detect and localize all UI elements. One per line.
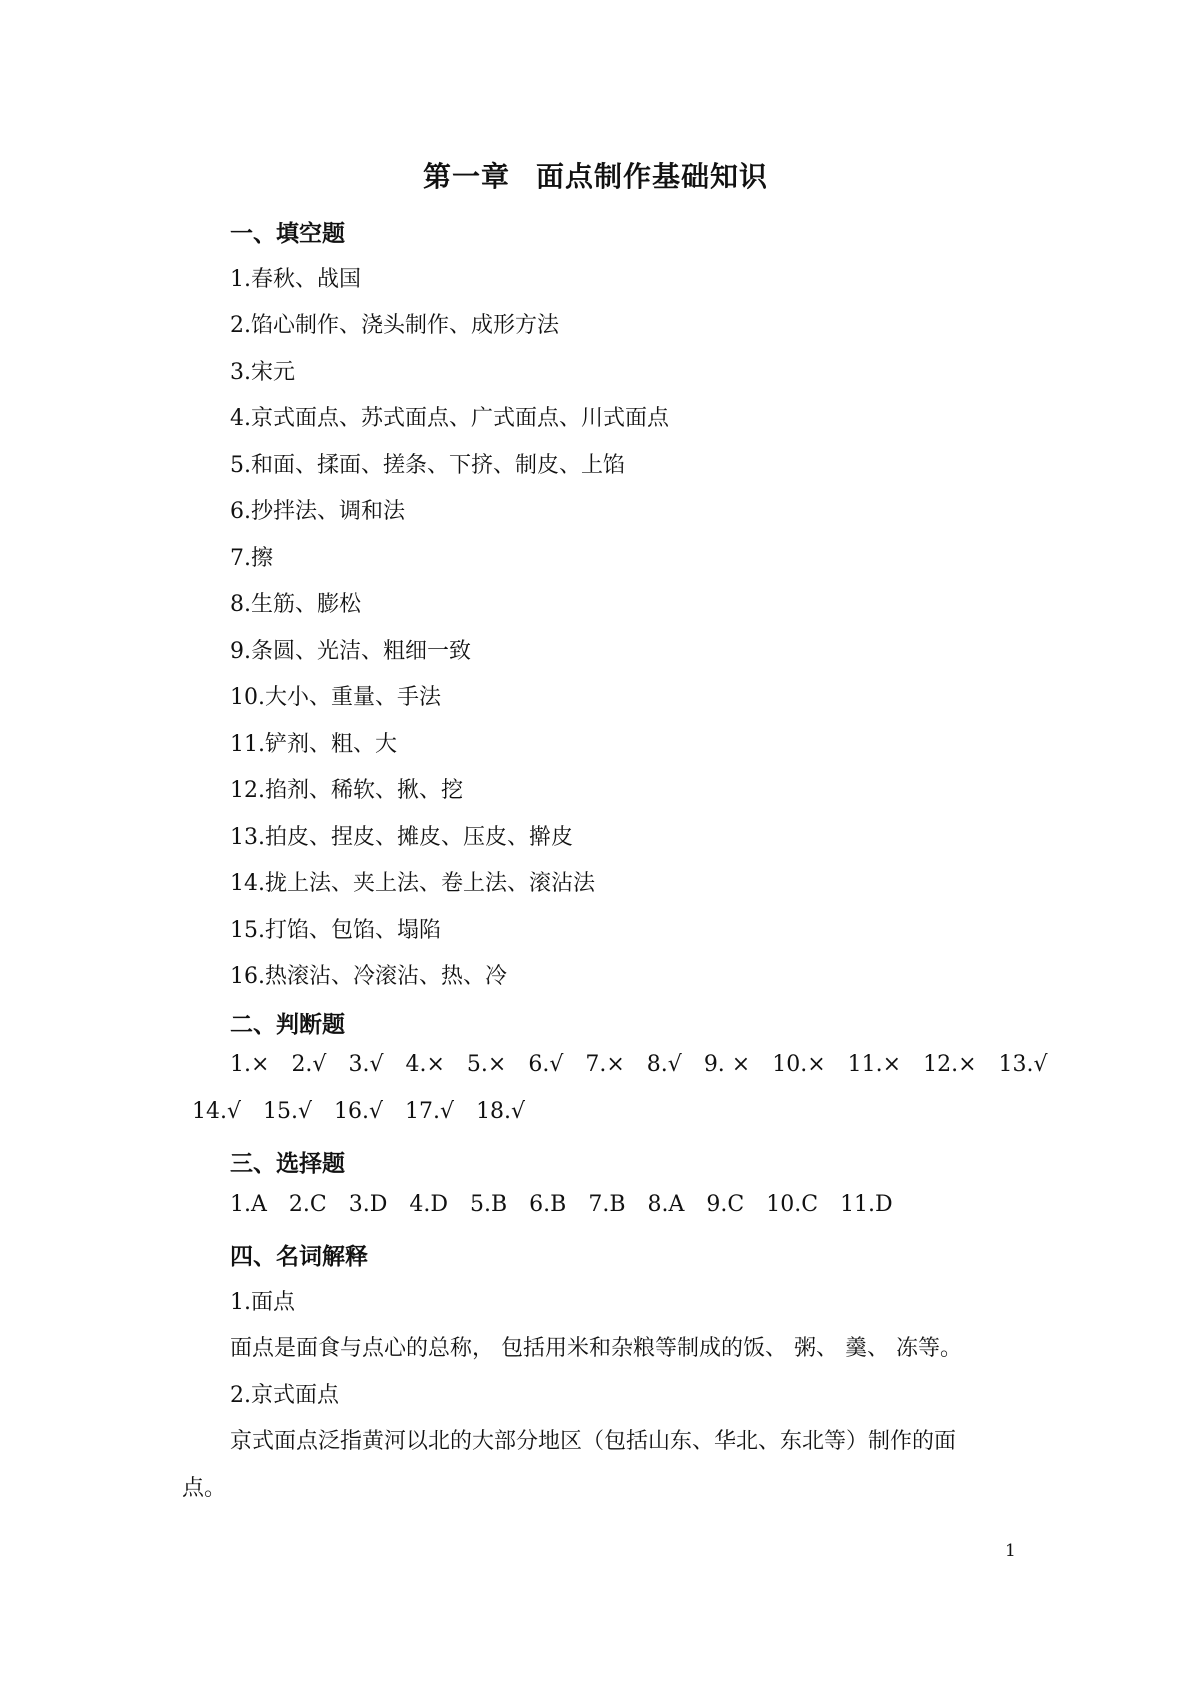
answer-item: 7.× <box>585 1052 625 1077</box>
answer-item: 6.B <box>529 1192 567 1217</box>
answer-item: 14.√ <box>192 1099 242 1124</box>
answer-item: 8.√ <box>646 1052 682 1077</box>
answer-item: 2.C <box>288 1192 327 1217</box>
section-heading-multiple-choice: 三、选择题 <box>230 1151 345 1177</box>
section-heading-true-false: 二、判断题 <box>230 1012 345 1038</box>
answer-line: 16.热滚沾、冷滚沾、热、冷 <box>230 964 507 989</box>
answer-line: 1.春秋、战国 <box>230 267 361 292</box>
answer-line: 11.铲剂、粗、大 <box>230 732 397 757</box>
section-heading-definitions: 四、名词解释 <box>230 1244 368 1270</box>
answer-item: 18.√ <box>476 1099 526 1124</box>
answer-line: 10.大小、重量、手法 <box>230 685 441 710</box>
answer-line: 2.馅心制作、浇头制作、成形方法 <box>230 313 559 338</box>
answer-item: 10.× <box>772 1052 826 1077</box>
answer-line: 5.和面、揉面、搓条、下挤、制皮、上馅 <box>230 453 625 478</box>
answer-item: 8.A <box>647 1192 685 1217</box>
definition-text: 面点是面食与点心的总称， 包括用米和杂粮等制成的饭、 粥、 羹、 冻等。 <box>230 1336 962 1361</box>
answer-item: 5.B <box>470 1192 508 1217</box>
definition-text-continuation: 点。 <box>182 1476 227 1501</box>
answer-item: 7.B <box>588 1192 626 1217</box>
answer-item: 4.× <box>405 1052 445 1077</box>
answer-line: 6.抄拌法、调和法 <box>230 499 405 524</box>
answer-item: 15.√ <box>263 1099 313 1124</box>
true-false-answers-row-2 <box>192 1099 525 1124</box>
answer-line: 7.擦 <box>230 546 273 571</box>
answer-item: 16.√ <box>334 1099 384 1124</box>
page-number: 1 <box>1005 1541 1016 1561</box>
answer-item: 9. × <box>703 1052 751 1077</box>
true-false-answers-row-1 <box>230 1052 1048 1077</box>
answer-item: 2.√ <box>291 1052 327 1077</box>
answer-item: 11.D <box>840 1192 893 1217</box>
answer-item: 17.√ <box>405 1099 455 1124</box>
answer-item: 11.× <box>847 1052 902 1077</box>
section-heading-fill-blank: 一、填空题 <box>230 221 345 247</box>
answer-line: 13.拍皮、捏皮、摊皮、压皮、擀皮 <box>230 825 573 850</box>
answer-line: 8.生筋、膨松 <box>230 592 361 617</box>
answer-line: 4.京式面点、苏式面点、广式面点、川式面点 <box>230 406 669 431</box>
answer-line: 3.宋元 <box>230 360 295 385</box>
answer-item: 3.√ <box>348 1052 384 1077</box>
definition-term: 1.面点 <box>230 1290 295 1315</box>
chapter-number: 第一章 <box>422 160 510 193</box>
answer-line: 9.条圆、光洁、粗细一致 <box>230 639 471 664</box>
answer-item: 1.A <box>230 1192 267 1217</box>
answer-item: 9.C <box>706 1192 745 1217</box>
definition-term: 2.京式面点 <box>230 1383 339 1408</box>
chapter-name: 面点制作基础知识 <box>536 160 769 193</box>
chapter-title <box>0 155 1191 195</box>
multiple-choice-answers-row <box>230 1192 893 1217</box>
answer-line: 15.打馅、包馅、塌陷 <box>230 918 441 943</box>
answer-item: 6.√ <box>528 1052 564 1077</box>
answer-item: 3.D <box>348 1192 388 1217</box>
answer-line: 14.拢上法、夹上法、卷上法、滚沾法 <box>230 871 595 896</box>
answer-item: 13.√ <box>998 1052 1048 1077</box>
answer-item: 4.D <box>409 1192 448 1217</box>
answer-item: 5.× <box>466 1052 507 1077</box>
definition-text: 京式面点泛指黄河以北的大部分地区（包括山东、华北、东北等）制作的面 <box>230 1429 957 1454</box>
answer-item: 1.× <box>230 1052 270 1077</box>
answer-line: 12.掐剂、稀软、揪、挖 <box>230 778 463 803</box>
answer-item: 10.C <box>766 1192 819 1217</box>
answer-item: 12.× <box>923 1052 977 1077</box>
